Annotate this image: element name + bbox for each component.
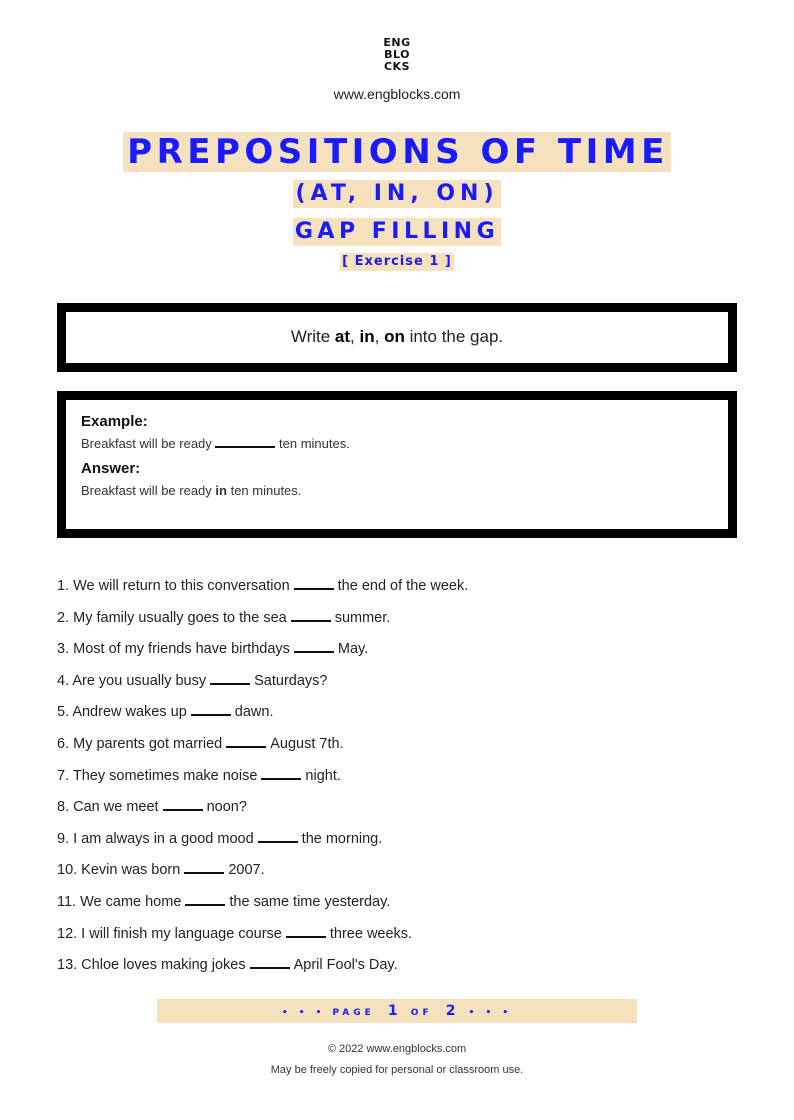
answer-gap[interactable] — [226, 734, 266, 748]
question-list — [57, 575, 747, 986]
current-page: 1 — [387, 1003, 398, 1019]
question-item — [57, 638, 747, 670]
answer-heading: Answer: — [81, 460, 141, 477]
answer-gap[interactable] — [294, 576, 334, 590]
question-before: 8. Can we meet — [57, 799, 159, 816]
logo-line: BLO — [384, 48, 410, 61]
dots-right: • • • — [468, 1008, 513, 1018]
example-before: Breakfast will be ready — [81, 436, 212, 451]
word-in: in — [359, 327, 375, 346]
answer-gap[interactable] — [210, 671, 250, 685]
example-gap — [215, 436, 275, 448]
question-item — [57, 796, 747, 828]
question-after: the end of the week. — [337, 578, 469, 594]
answer-gap[interactable] — [286, 924, 326, 938]
question-after: April Fool's Day. — [293, 957, 398, 974]
total-pages: 2 — [445, 1003, 456, 1019]
question-before: 2. My family usually goes to the sea — [57, 609, 287, 626]
instruction-separator: , — [374, 327, 385, 346]
answer-word: in — [215, 483, 227, 498]
instruction-text: into the gap. — [404, 327, 504, 346]
question-before: 4. Are you usually busy — [57, 672, 207, 689]
logo-line: CKS — [383, 60, 411, 73]
question-before: 7. They sometimes make noise — [57, 767, 258, 784]
question-item — [57, 733, 747, 765]
question-item — [57, 891, 747, 923]
answer-gap[interactable] — [291, 608, 331, 622]
question-item — [57, 701, 747, 733]
question-after: the same time yesterday. — [229, 893, 391, 910]
question-after: 2007. — [228, 862, 265, 879]
word-on: on — [384, 327, 405, 346]
question-item — [57, 670, 747, 702]
question-after: dawn. — [234, 704, 274, 721]
example-box — [57, 391, 737, 538]
page-indicator — [157, 999, 637, 1023]
instruction-separator: , — [350, 327, 360, 346]
word-at: at — [334, 327, 351, 346]
answer-gap[interactable] — [250, 955, 290, 969]
engblocks-logo — [0, 37, 794, 73]
exercise-number: [ Exercise 1 ] — [342, 254, 452, 269]
question-before: 12. I will finish my language course — [57, 925, 282, 942]
task-type: GAP FILLING — [294, 219, 500, 244]
answer-before: Breakfast will be ready — [81, 483, 216, 498]
answer-gap[interactable] — [184, 860, 224, 874]
question-after: noon? — [206, 799, 247, 816]
logo-line: ENG — [383, 36, 411, 49]
question-item — [57, 575, 747, 607]
question-item — [57, 859, 747, 891]
question-before: 6. My parents got married — [57, 735, 223, 752]
instruction-text: Write — [290, 327, 335, 346]
example-after: ten minutes. — [279, 436, 350, 451]
question-item — [57, 828, 747, 860]
answer-gap[interactable] — [185, 892, 225, 906]
answer-gap[interactable] — [294, 639, 334, 653]
question-before: 10. Kevin was born — [57, 862, 181, 879]
question-before: 1. We will return to this conversation — [57, 578, 290, 594]
answer-gap[interactable] — [258, 829, 298, 843]
question-before: 11. We came home — [57, 893, 182, 910]
of-label: OF — [410, 1008, 433, 1018]
question-after: May. — [337, 641, 369, 658]
example-sentence — [81, 436, 713, 451]
site-url: www.engblocks.com — [333, 86, 461, 102]
worksheet-subtitle: (AT, IN, ON) — [295, 181, 499, 206]
question-after: summer. — [334, 609, 391, 626]
question-before: 9. I am always in a good mood — [57, 830, 254, 847]
question-item — [57, 765, 747, 797]
answer-gap[interactable] — [163, 797, 203, 811]
license-note: May be freely copied for personal or classroom use. — [270, 1064, 524, 1076]
instruction-box — [57, 303, 737, 372]
question-item — [57, 923, 747, 955]
worksheet-title: PREPOSITIONS OF TIME — [123, 132, 671, 172]
question-after: night. — [305, 767, 341, 784]
question-before: 13. Chloe loves making jokes — [57, 957, 246, 974]
answer-gap[interactable] — [261, 766, 301, 780]
question-after: Saturdays? — [254, 672, 328, 689]
question-item — [57, 607, 747, 639]
copyright: © 2022 www.engblocks.com — [327, 1043, 467, 1055]
answer-gap[interactable] — [191, 702, 231, 716]
question-after: the morning. — [301, 830, 383, 847]
question-after: three weeks. — [329, 925, 413, 942]
question-item — [57, 954, 747, 986]
example-heading: Example: — [81, 413, 148, 430]
answer-sentence — [81, 483, 713, 498]
question-before: 3. Most of my friends have birthdays — [57, 641, 290, 658]
dots-left: • • • — [281, 1008, 326, 1018]
answer-after: ten minutes. — [226, 483, 302, 498]
question-after: August 7th. — [270, 735, 344, 752]
question-before: 5. Andrew wakes up — [57, 704, 187, 721]
page-label: PAGE — [332, 1008, 375, 1018]
